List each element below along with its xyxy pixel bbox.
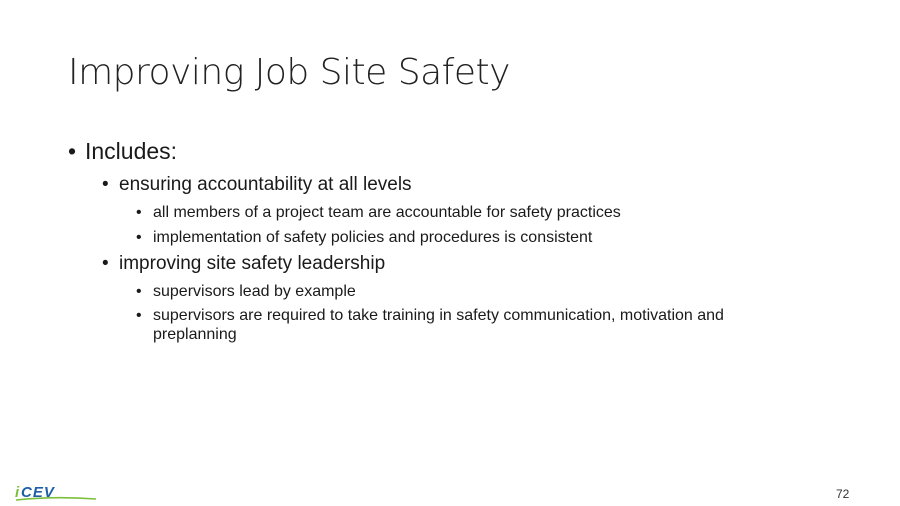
logo-i: i (15, 484, 20, 501)
slide-title: Improving Job Site Safety (68, 52, 510, 93)
bullet-lead-by-example (68, 283, 828, 301)
bullet-text: implementation of safety policies and procedures is consistent (153, 228, 593, 246)
bullet-text: Includes: (85, 138, 178, 164)
slide-body (68, 138, 828, 350)
logo-cev: CEV (21, 484, 55, 501)
bullet-policies-consistent (68, 229, 828, 247)
bullet-glyph: • (136, 307, 142, 325)
bullet-leadership (68, 253, 828, 275)
bullet-glyph: • (136, 282, 142, 300)
bullet-text: ensuring accountability at all levels (119, 174, 412, 196)
bullet-text: all members of a project team are accountable for safety practices (153, 204, 621, 222)
bullet-includes (68, 138, 828, 164)
page-number: 72 (836, 487, 850, 501)
bullet-glyph: • (136, 204, 142, 222)
bullet-text: supervisors are required to take training in safety communication, motivation and preplanning (153, 307, 724, 343)
bullet-glyph: • (136, 228, 142, 246)
bullet-glyph: • (102, 174, 109, 196)
bullet-text: supervisors lead by example (153, 282, 356, 300)
bullet-accountability (68, 174, 828, 196)
icev-logo (14, 484, 98, 502)
bullet-team-accountable (68, 204, 828, 222)
bullet-training-required (68, 307, 828, 344)
bullet-glyph: • (102, 253, 109, 275)
bullet-glyph: • (68, 138, 77, 164)
bullet-text: improving site safety leadership (119, 253, 386, 275)
